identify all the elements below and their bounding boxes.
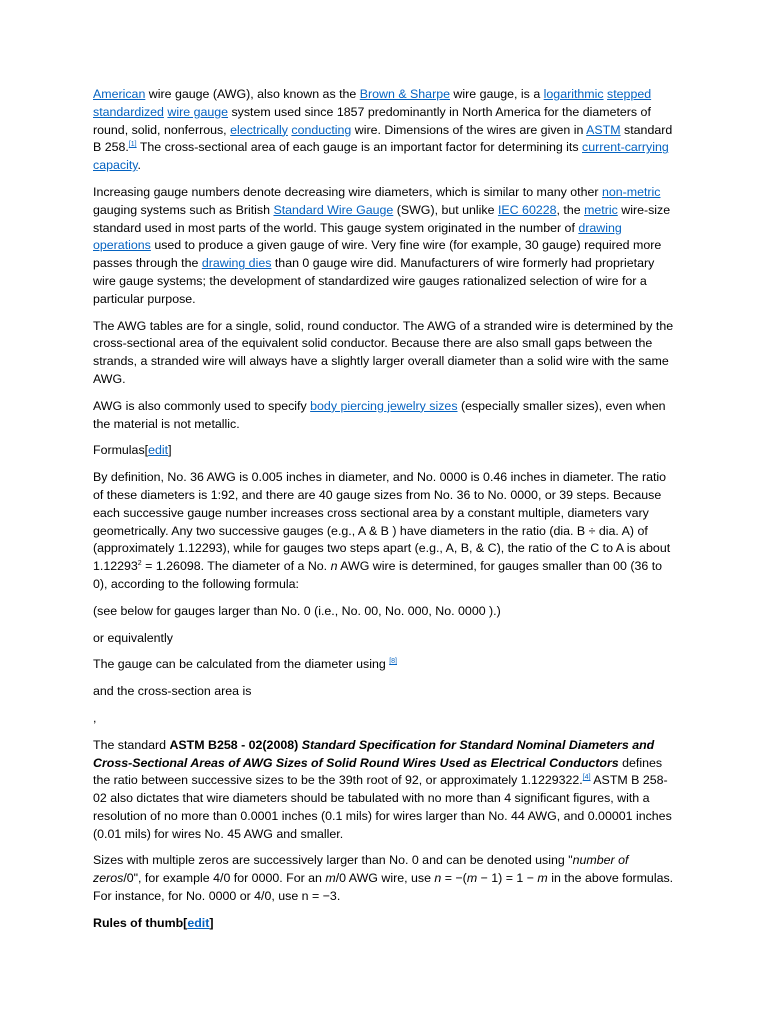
reference-1-link[interactable]: [1] bbox=[128, 141, 137, 149]
gauge-from-diameter-paragraph: The gauge can be calculated from the diameter using [8] bbox=[93, 657, 397, 672]
multiple-zeros-paragraph: Sizes with multiple zeros are successively larger than No. 0 and can be denoted using "number of zeros/0", for example 4/0 for 0000. For an m/0 AWG wire, use n = −(m − 1) = 1 − m in the above formulas. For instance, for No. 0000 or 4/0, use n = −3. bbox=[93, 853, 674, 904]
link-stepped[interactable]: stepped bbox=[607, 87, 652, 101]
rules-of-thumb-edit-link[interactable]: edit bbox=[187, 915, 210, 930]
link-iec-60228[interactable]: IEC 60228 bbox=[497, 202, 557, 217]
link-drawing-operations[interactable]: drawing operations bbox=[93, 220, 622, 253]
link-metric[interactable]: metric bbox=[584, 202, 618, 217]
link-american[interactable]: American bbox=[93, 87, 146, 101]
link-standard-wire-gauge[interactable]: Standard Wire Gauge bbox=[273, 202, 394, 217]
cross-section-area-paragraph: and the cross-section area is bbox=[93, 684, 252, 699]
or-equivalently-paragraph: or equivalently bbox=[93, 630, 173, 645]
link-body-piercing-jewelry-sizes[interactable]: body piercing jewelry sizes bbox=[310, 398, 458, 413]
definition-paragraph: By definition, No. 36 AWG is 0.005 inches in diameter, and No. 0000 is 0.46 inches in diameter. The ratio of these diameters is 1:92, and there are 40 gauge sizes from No. 36 to No. 0000, or 39 steps. Because each successive gauge number increases cross sectional area by a constant multiple, diameters vary geometrically. Any two successive gauges (e.g., A & B ) have diameters in the ratio (dia. B ÷ dia. A) of (approximately 1.12293), while for gauges two steps apart (e.g., A, B, & C), the ratio of the C to A is about $1.12293^2 = 1.26098$. The diameter of a No. n AWG wire is determined, for gauges smaller than 00 (36 to 0), according to the following formula: bbox=[93, 470, 671, 591]
link-conducting[interactable]: conducting bbox=[291, 122, 352, 137]
rules-of-thumb-heading: Rules of thumb[edit] bbox=[93, 915, 214, 930]
link-drawing-dies[interactable]: drawing dies bbox=[201, 256, 272, 271]
intro-paragraph: American wire gauge (AWG), also known as the Brown & Sharpe wire gauge, is a logarithmic stepped standardized wire gauge system used since 1857 predominantly in North America for the diameters of round, solid, nonferrous, electrically conducting wire. Dimensions of the wires are given in ASTM standard B 258.[1] The cross-sectional area of each gauge is an important factor for determining its current-carrying capacity. bbox=[93, 87, 673, 173]
gauge-numbers-paragraph: Increasing gauge numbers denote decreasing wire diameters, which is similar to many other non-metric gauging systems such as British Standard Wire Gauge (SWG), but unlike IEC 60228, the metric wire-size standard used in most parts of the world. This gauge system originated in the number of drawing operations used to produce a given gauge of wire. Very fine wire (for example, 30 gauge) required more passes through the drawing dies than 0 gauge wire did. Manufacturers of wire formerly had proprietary wire gauge systems; the development of standardized wire gauges rationalized selection of wire for a particular purpose. bbox=[93, 184, 671, 306]
comma-paragraph: , bbox=[93, 710, 97, 725]
link-logarithmic[interactable]: logarithmic bbox=[543, 87, 604, 101]
reference-8-link[interactable]: [8] bbox=[389, 658, 397, 666]
article-body bbox=[93, 86, 678, 942]
body-piercing-paragraph: AWG is also commonly used to specify body piercing jewelry sizes (especially smaller sizes), even when the material is not metallic. bbox=[93, 398, 666, 431]
link-standardized[interactable]: standardized bbox=[93, 104, 164, 119]
reference-4-link[interactable]: [4] bbox=[582, 774, 591, 782]
see-below-paragraph: (see below for gauges larger than No. 0 (i.e., No. 00, No. 000, No. 0000 ).) bbox=[93, 603, 501, 618]
link-electrically[interactable]: electrically bbox=[230, 122, 288, 137]
link-non-metric[interactable]: non-metric bbox=[601, 184, 661, 199]
awg-tables-paragraph: The AWG tables are for a single, solid, round conductor. The AWG of a stranded wire is determined by the cross-sectional area of the equivalent solid conductor. Because there are also small gaps between the strands, a stranded wire will always have a slightly larger overall diameter than a solid wire with the same AWG. bbox=[93, 318, 674, 386]
link-astm[interactable]: ASTM bbox=[586, 122, 621, 137]
formulas-heading: Formulas[edit] bbox=[93, 443, 172, 458]
formulas-edit-link[interactable]: edit bbox=[148, 443, 169, 458]
astm-standard-paragraph: The standard ASTM B258 - 02(2008) Standard Specification for Standard Nominal Diameters and Cross-Sectional Areas of AWG Sizes of Solid Round Wires Used as Electrical Conductors defines the ratio between successive sizes to be the 39th root of 92, or approximately 1.1229322.[4] ASTM B 258-02 also dictates that wire diameters should be tabulated with no more than 4 significant figures, with a resolution of no more than 0.0001 inches (0.1 mils) for wires larger than No. 44 AWG, and 0.00001 inches (0.01 mils) for wires No. 45 AWG and smaller. bbox=[93, 737, 672, 841]
link-wire-gauge[interactable]: wire gauge bbox=[167, 104, 229, 119]
link-current-carrying-capacity[interactable]: current-carrying capacity bbox=[93, 140, 669, 173]
link-brown-sharpe[interactable]: Brown & Sharpe bbox=[359, 87, 450, 101]
